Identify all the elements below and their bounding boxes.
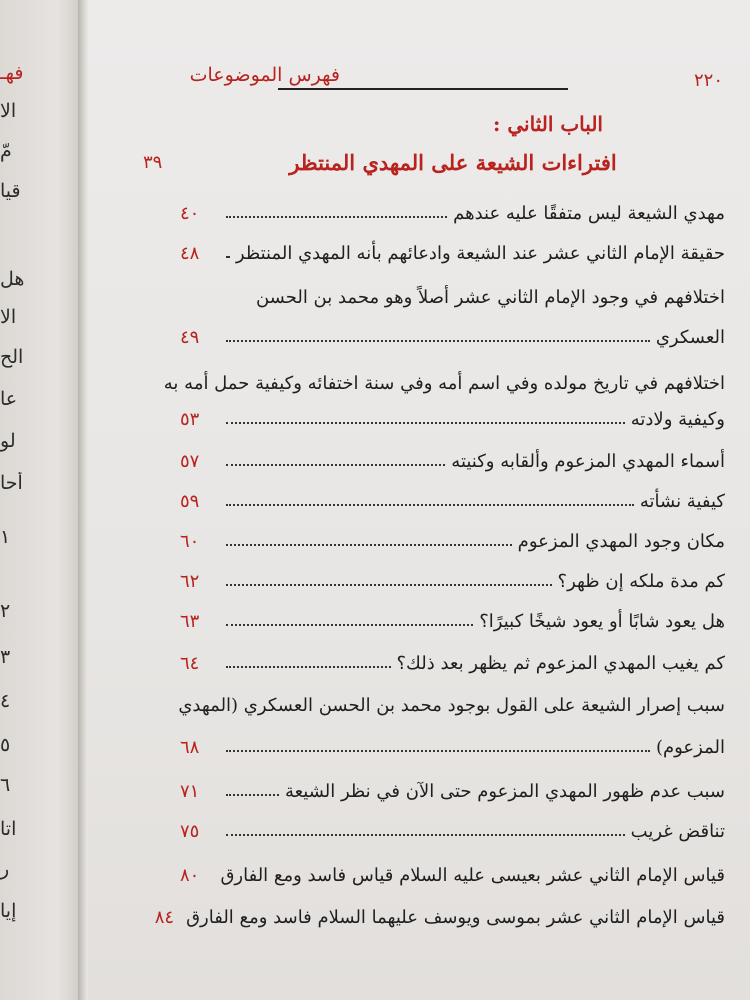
index-entry-page-number: ٥٧	[180, 451, 200, 472]
index-entry-page-number: ٤٩	[180, 327, 200, 348]
index-entry	[154, 904, 725, 928]
left-page-text-fragment: ٤	[0, 690, 11, 712]
chapter-label: الباب الثاني :	[493, 112, 603, 136]
dot-leader	[226, 750, 650, 752]
index-entry-title: تناقض غريب	[630, 821, 725, 842]
dot-leader	[226, 340, 650, 342]
index-entry	[180, 862, 725, 886]
chapter-title: افتراءات الشيعة على المهدي المنتظر	[289, 150, 617, 175]
index-entry-page-number: ٦٤	[180, 653, 200, 674]
index-entry-page-number: ٤٨	[180, 243, 200, 264]
index-entry-title: سبب عدم ظهور المهدي المزعوم حتى الآن في نظر الشيعة	[284, 781, 725, 802]
left-page-text-fragment: أحا	[0, 472, 23, 494]
index-entry	[180, 406, 725, 430]
index-entry-page-number: ٧٥	[180, 821, 200, 842]
index-entry	[180, 734, 725, 758]
dot-leader	[226, 584, 552, 586]
index-entry	[180, 488, 725, 512]
index-entry-page-number: ٦٣	[180, 611, 200, 632]
index-entry-title: كم مدة ملكه إن ظهر؟	[557, 571, 725, 592]
running-header-title: فهرس الموضوعات	[189, 64, 340, 86]
index-entry-title: هل يعود شابًا أو يعود شيخًا كبيرًا؟	[479, 611, 725, 632]
index-entry-page-number: ٧١	[180, 781, 200, 802]
index-entry-title: حقيقة الإمام الثاني عشر عند الشيعة وادعائهم بأنه المهدي المنتظر	[235, 243, 725, 264]
index-entry-title: اختلافهم في وجود الإمام الثاني عشر أصلاً وهو محمد بن الحسن	[255, 287, 725, 308]
index-entry-title: قياس الإمام الثاني عشر بموسى ويوسف عليهما السلام فاسد ومع الفارق	[186, 907, 725, 928]
index-entry-page-number: ٨٠	[180, 865, 200, 886]
dot-leader	[226, 464, 445, 466]
index-entry-title: المزعوم)	[655, 737, 725, 758]
left-page-text-fragment: الا	[0, 100, 17, 122]
left-page-text-fragment: ٦	[0, 774, 11, 796]
index-entry	[180, 240, 725, 264]
left-page-text-fragment: ٣	[0, 646, 11, 668]
page-number: ٢٢٠	[693, 70, 723, 91]
index-entry-title: مهدي الشيعة ليس متفقًا عليه عندهم	[453, 203, 725, 224]
index-entry-page-number: ٥٣	[180, 409, 200, 430]
left-page-text-fragment: الا	[0, 306, 17, 328]
dot-leader	[226, 544, 512, 546]
index-entry	[180, 324, 725, 348]
left-page-text-fragment: ١	[0, 526, 11, 548]
dot-leader	[226, 504, 634, 506]
index-entry-title: قياس الإمام الثاني عشر بعيسى عليه السلام قياس فاسد ومع الفارق	[220, 865, 725, 886]
chapter-page-number: ٣٩	[143, 152, 163, 173]
left-page-text-fragment: ٢	[0, 600, 11, 622]
index-page	[88, 0, 750, 1000]
index-entry-title: أسماء المهدي المزعوم وألقابه وكنيته	[451, 451, 725, 472]
left-page-text-fragment: لو	[0, 430, 16, 452]
index-entry	[180, 568, 725, 592]
index-entry-page-number: ٨٤	[154, 907, 175, 928]
previous-page-edge	[0, 0, 82, 1000]
index-entry	[180, 778, 725, 802]
dot-leader	[226, 624, 473, 626]
left-page-text-fragment: اتا	[0, 818, 17, 840]
left-page-text-fragment: قيا	[0, 180, 21, 202]
dot-leader	[226, 794, 279, 796]
header-rule	[278, 88, 568, 90]
index-entry	[180, 200, 725, 224]
left-page-text-fragment: مّ	[0, 140, 12, 162]
index-entry-title: اختلافهم في تاريخ مولده وفي اسم أمه وفي سنة اختفائه وكيفية حمل أمه به	[163, 373, 725, 394]
index-entry-page-number: ٤٠	[180, 203, 200, 224]
dot-leader	[226, 666, 391, 668]
index-entry	[180, 692, 725, 716]
left-page-text-fragment: ر	[0, 858, 10, 880]
index-entry	[180, 608, 725, 632]
index-entry-title: كم يغيب المهدي المزعوم ثم يظهر بعد ذلك؟	[396, 653, 725, 674]
index-entry-title: كيفية نشأته	[639, 491, 725, 512]
index-entry	[180, 528, 725, 552]
index-entry-title: سبب إصرار الشيعة على القول بوجود محمد بن الحسن العسكري (المهدي	[178, 695, 725, 716]
index-entry-title: مكان وجود المهدي المزعوم	[517, 531, 725, 552]
index-entry-page-number: ٦٠	[180, 531, 200, 552]
index-entry	[163, 370, 725, 394]
dot-leader	[226, 216, 447, 218]
index-entry-page-number: ٦٨	[180, 737, 200, 758]
left-page-text-fragment: هل	[0, 268, 25, 290]
index-entry-title: وكيفية ولادته	[630, 409, 725, 430]
dot-leader	[226, 834, 625, 836]
index-entry-title: العسكري	[655, 327, 725, 348]
dot-leader	[226, 422, 625, 424]
left-page-text-fragment: فهـ	[0, 62, 24, 84]
left-page-text-fragment: عا	[0, 388, 18, 410]
index-entry	[180, 284, 725, 308]
book-gutter	[78, 0, 88, 1000]
dot-leader	[226, 256, 230, 258]
index-entry-page-number: ٥٩	[180, 491, 200, 512]
index-entry-page-number: ٦٢	[180, 571, 200, 592]
index-entry	[180, 650, 725, 674]
left-page-text-fragment: الح	[0, 346, 24, 368]
index-entry	[180, 448, 725, 472]
left-page-text-fragment: إيا	[0, 900, 17, 922]
index-entry	[180, 818, 725, 842]
left-page-text-fragment: ٥	[0, 734, 11, 756]
